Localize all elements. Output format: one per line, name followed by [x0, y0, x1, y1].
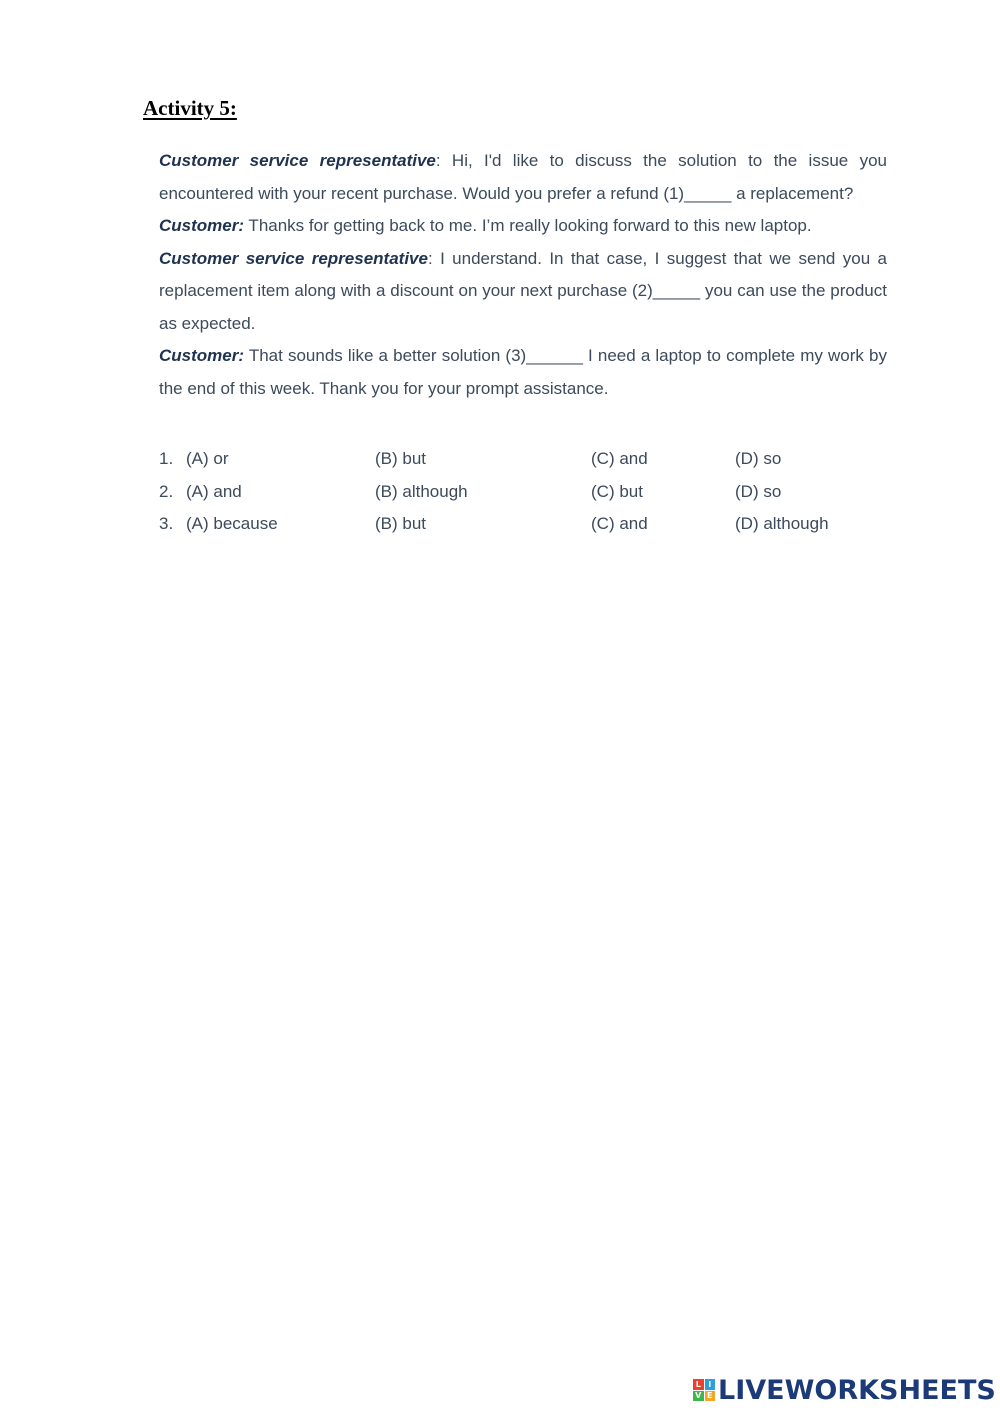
speaker-separator: : [435, 151, 441, 170]
option-c: (C) and [591, 514, 648, 533]
dialogue-text: I understand. In that case, I suggest that we send you a replacement item along with a discount on your next purchase (2)_____ you can use the product as expected. [159, 248, 887, 333]
dialogue-line [159, 243, 887, 341]
dialogue-line [159, 340, 887, 405]
speaker-label: Customer: [159, 346, 245, 365]
activity-title: Activity 5: [143, 96, 237, 120]
option-a: (A) because [186, 514, 278, 533]
logo-tile: E [705, 1391, 716, 1402]
logo-tile: I [705, 1379, 716, 1390]
option-d: (D) so [735, 481, 782, 501]
question-number: 1. [159, 449, 174, 468]
logo-tile: V [693, 1391, 704, 1402]
logo-text: LIVEWORKSHEETS [718, 1374, 996, 1406]
dialogue-text: Hi, I'd like to discuss the solution to the issue you encountered with your recent purchase. Would you prefer a refund (1)_____ a replacement? [159, 151, 887, 203]
option-b: (B) although [375, 481, 468, 501]
logo-icon [693, 1379, 715, 1401]
question-row [159, 443, 899, 476]
speaker-label: Customer service representative [159, 151, 436, 170]
dialogue-text: Thanks for getting back to me. I’m really looking forward to this new laptop. [244, 216, 812, 235]
option-c: (C) but [591, 481, 643, 501]
option-c: (C) and [591, 449, 648, 468]
liveworksheets-logo [693, 1375, 996, 1405]
question-row [159, 508, 899, 541]
answer-choices [159, 443, 899, 541]
speaker-label: Customer: [159, 216, 245, 235]
option-d: (D) so [735, 449, 782, 468]
dialogue-line [159, 145, 887, 210]
speaker-label: Customer service representative [159, 248, 428, 268]
question-number: 3. [159, 514, 174, 533]
option-b: (B) but [375, 514, 427, 533]
dialogue-text: That sounds like a better solution (3)______ I need a laptop to complete my work by the end of this week. Thank you for your prompt assistance. [159, 346, 887, 398]
option-a: (A) or [186, 449, 229, 468]
option-b: (B) but [375, 449, 427, 468]
question-row [159, 476, 899, 509]
dialogue-line [159, 210, 887, 243]
option-d: (D) although [735, 514, 829, 533]
question-number: 2. [159, 481, 174, 501]
speaker-separator: : [427, 248, 433, 268]
option-a: (A) and [186, 481, 242, 501]
logo-tile: L [693, 1379, 704, 1390]
dialogue [159, 145, 887, 405]
